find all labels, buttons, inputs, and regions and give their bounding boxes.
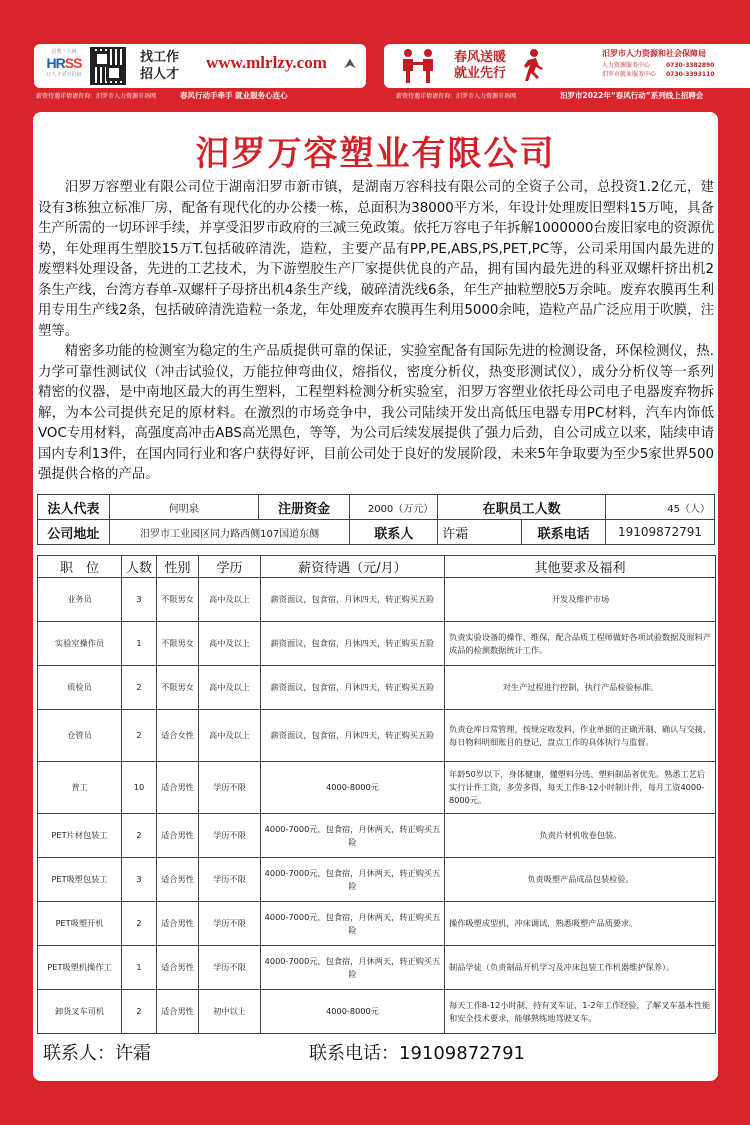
cursor-icon: ⮝ [344, 56, 356, 72]
job-education: 初中以上 [199, 990, 261, 1034]
logo-top-text: 招聘一人网 [51, 49, 77, 55]
contact-label: 联系人 [350, 520, 438, 545]
job-row [38, 902, 716, 946]
job-salary: 4000-8000元 [261, 990, 445, 1034]
legal-rep-label: 法人代表 [38, 495, 110, 520]
job-education: 高中及以上 [199, 666, 261, 710]
job-requirements: 操作吸塑成型机，冲床调试，熟悉吸塑产品质要求。 [445, 902, 716, 946]
job-position: PET吸塑开机 [38, 902, 122, 946]
job-requirements: 对生产过程进行控制，执行产品检验标准。 [445, 666, 716, 710]
job-count: 3 [122, 858, 157, 902]
job-row [38, 762, 716, 814]
job-gender: 不限男女 [157, 666, 199, 710]
staff-label: 在职员工人数 [438, 495, 606, 520]
contact-line [602, 62, 714, 71]
contact-name: 汨罗市就业服务中心 [602, 70, 657, 78]
jobs-table [37, 555, 716, 1034]
job-row [38, 990, 716, 1034]
job-salary: 4000-7000元，包食宿，月休两天，转正购买五险 [261, 902, 445, 946]
col-education: 学历 [199, 556, 261, 578]
info-row [38, 495, 715, 520]
job-education: 高中及以上 [199, 710, 261, 762]
phone-value: 19109872791 [606, 520, 715, 545]
info-row [38, 520, 715, 545]
job-education: 学历不限 [199, 762, 261, 814]
job-education: 学历不限 [199, 946, 261, 990]
logo-mark-main: HR [46, 55, 65, 71]
logo-sub-text: 让人才更有价值 [46, 72, 82, 78]
job-gender: 适合男性 [157, 762, 199, 814]
job-gender: 适合男性 [157, 814, 199, 858]
job-row [38, 622, 716, 666]
job-gender: 适合女性 [157, 710, 199, 762]
header-tag-mid: 春风行动手牵手 就业服务心连心 [180, 91, 288, 100]
job-salary: 4000-8000元 [261, 762, 445, 814]
job-position: 仓管员 [38, 710, 122, 762]
job-row [38, 666, 716, 710]
logo-mark-accent: SS [64, 55, 82, 71]
contact-line [602, 71, 714, 80]
jobs-header-row [38, 556, 716, 578]
footer-contact-name: 联系人：许霜 [43, 1043, 151, 1064]
job-requirements: 年龄50岁以下，身体健康，懂塑料分选、塑料制品者优先。熟悉工艺后实行计件工资，多劳多得，每天工作8-12小时制计件，每月工资4000-8000元。 [445, 762, 716, 814]
footer-contact-phone: 联系电话：19109872791 [309, 1043, 525, 1064]
job-count: 2 [122, 666, 157, 710]
job-position: PET吸塑机操作工 [38, 946, 122, 990]
job-salary: 4000-7000元，包食宿，月休两天，转正购买五险 [261, 946, 445, 990]
job-position: PET吸塑包装工 [38, 858, 122, 902]
job-count: 3 [122, 578, 157, 622]
job-gender: 适合男性 [157, 990, 199, 1034]
job-education: 学历不限 [199, 858, 261, 902]
job-count: 1 [122, 946, 157, 990]
job-count: 2 [122, 902, 157, 946]
phone-label: 联系电话 [522, 520, 606, 545]
job-row [38, 814, 716, 858]
job-position: PET片材包装工 [38, 814, 122, 858]
qr-code-icon [90, 47, 126, 85]
job-salary: 4000-7000元，包食宿，月休两天，转正购买五险 [261, 858, 445, 902]
job-row [38, 710, 716, 762]
job-gender: 适合男性 [157, 902, 199, 946]
contact-name: 人力资源服务中心 [602, 62, 651, 69]
job-count: 2 [122, 990, 157, 1034]
spring-slogan [454, 50, 506, 82]
job-position: 卸货叉车司机 [38, 990, 122, 1034]
header-tag-right-1: 薪资待遇详情请咨询：汨罗市人力资源市场网 [396, 93, 517, 100]
contact-phone: 0730-3393110 [666, 70, 715, 78]
contact-value: 许霜 [438, 520, 522, 545]
job-gender: 不限男女 [157, 622, 199, 666]
job-requirements: 开发及维护市场 [445, 578, 716, 622]
job-salary: 薪资面议，包食宿，月休四天，转正购买五险 [261, 622, 445, 666]
job-position: 质检员 [38, 666, 122, 710]
job-requirements: 负责片材机收卷包装。 [445, 814, 716, 858]
job-education: 高中及以上 [199, 622, 261, 666]
bureau-contacts [602, 62, 714, 79]
find-job-line-1: 找工作 [140, 50, 180, 65]
job-requirements: 每天工作8-12小时制，持有叉车证，1-2年工作经验，了解叉车基本性能和安全技术要求，能够熟练地驾驶叉车。 [445, 990, 716, 1034]
find-job-line-2: 招人才 [140, 67, 180, 82]
job-gender: 适合男性 [157, 946, 199, 990]
col-count: 人数 [122, 556, 157, 578]
header-left-panel [34, 44, 366, 88]
job-salary: 薪资面议，包食宿，月休四天，转正购买五险 [261, 666, 445, 710]
job-gender: 适合男性 [157, 858, 199, 902]
header-right-panel [384, 44, 750, 88]
logo-mark [42, 55, 86, 71]
job-salary: 薪资面议，包食宿，月休四天，转正购买五险 [261, 578, 445, 622]
capital-label: 注册资金 [258, 495, 350, 520]
handshake-people-icon [398, 48, 438, 84]
job-salary: 4000-7000元，包食宿，月休两天，转正购买五险 [261, 814, 445, 858]
job-count: 10 [122, 762, 157, 814]
job-position: 业务员 [38, 578, 122, 622]
legal-rep-value: 何明泉 [109, 495, 258, 520]
intro-paragraph: 汨罗万容塑业有限公司位于湖南汨罗市新市镇，是湖南万容科技有限公司的全资子公司，总投资1.2亿元，建设有3栋独立标准厂房，配备有现代化的办公楼一栋，总面积为38000平方米，年设计处理废旧塑料15万吨，具备生产所需的一切环评手续，并享受汨罗市政府的三减三免政策。依托万容电子年拆解1000000台废旧家电的资源优势，年处理再生塑胶15万T.包括破碎清洗，造粒，主要产品有PP,PE,ABS,PS,PET,PC等，公司采用国内最先进的废塑料处理设备，先进的工艺技术，为下游塑胶生产厂家提供优良的产品，拥有国内最先进的科亚双螺杆挤出机2条生产线，台湾方春单-双螺杆子母挤出机4条生产线，破碎清洗线6条，年生产抽粒塑胶5万余吨。废弃农膜再生利用专用生产线2条，包括破碎清洗造粒一条龙，年处理废弃农膜再生利用5000余吨，造粒产品广泛应用于吹膜，注塑等。 [38, 180, 714, 339]
company-intro [38, 178, 714, 486]
job-count: 1 [122, 622, 157, 666]
job-position: 实验室操作员 [38, 622, 122, 666]
job-salary: 薪资面议，包食宿，月休四天，转正购买五险 [261, 710, 445, 762]
hrss-logo [42, 48, 86, 84]
running-person-icon [520, 48, 544, 84]
staff-value: 45（人） [606, 495, 715, 520]
address-label: 公司地址 [38, 520, 110, 545]
job-education: 高中及以上 [199, 578, 261, 622]
header-banner [0, 40, 750, 102]
find-job-slogan [140, 49, 179, 83]
job-requirements: 负责仓库日常管理，按规定收发料，作业单据的正确开制、确认与交接，每日物料明细账目的登记，盘点工作的具体执行与监督。 [445, 710, 716, 762]
company-title: 汨罗万容塑业有限公司 [195, 134, 556, 174]
spring-line-1: 春风送暖 [454, 50, 507, 65]
job-position: 普工 [38, 762, 122, 814]
header-tag-right-2: 汨罗市2022年“春风行动”系列线上招聘会 [560, 91, 704, 100]
job-row [38, 578, 716, 622]
col-salary: 薪资待遇（元/月） [261, 556, 445, 578]
job-count: 2 [122, 710, 157, 762]
job-requirements: 负责吸塑产品成品包装检验。 [445, 858, 716, 902]
job-education: 学历不限 [199, 814, 261, 858]
job-count: 2 [122, 814, 157, 858]
company-info-table [37, 494, 715, 545]
header-tag-left: 薪资待遇详情请咨询：汨罗市人力资源市场网 [36, 93, 157, 100]
job-education: 学历不限 [199, 902, 261, 946]
job-requirements: 制品学徒（负责制品开机学习及冲床包装工作机器维护保养）。 [445, 946, 716, 990]
site-url[interactable]: www.mlrlzy.com [206, 53, 327, 72]
bureau-name: 汨罗市人力资源和社会保障局 [602, 49, 706, 58]
col-position: 职 位 [38, 556, 122, 578]
job-row [38, 946, 716, 990]
job-card [33, 112, 718, 1081]
job-gender: 不限男女 [157, 578, 199, 622]
col-gender: 性别 [157, 556, 199, 578]
job-requirements: 负责实验设备的操作、维保，配合品质工程师做好各项试验数据及原料产成品的检测数据统计工作。 [445, 622, 716, 666]
contact-phone: 0730-3382890 [666, 62, 715, 69]
spring-line-2: 就业先行 [454, 66, 507, 81]
col-requirements: 其他要求及福利 [445, 556, 716, 578]
address-value: 汨罗市工业园区同力路西侧107国道东侧 [109, 520, 350, 545]
job-row [38, 858, 716, 902]
intro-paragraph: 精密多功能的检测室为稳定的生产品质提供可靠的保证，实验室配备有国际先进的检测设备，环保检测仪，热.力学可靠性测试仪（冲击试验仪，万能拉伸弯曲仪，熔指仪，密度分析仪，热变形测试仪），成分分析仪等一系列精密的仪器，是中南地区最大的再生塑料，工程塑料检测分析实验室，汨罗万容塑业依托母公司电子电器废弃物拆解，为本公司提供充足的原材料。在激烈的市场竞争中，我公司陆续开发出高低压电器专用PC材料，汽车内饰低VOC专用材料，高强度高冲击ABS高光黑色，等等，为公司后续发展提供了强力后劲，自公司成立以来，陆续申请国内专利13件，在国内同行业和客户获得好评，目前公司处于良好的发展阶段，未来5年争取要为至少5家世界500强提供合格的产品。 [38, 344, 714, 482]
capital-value: 2000（万元） [350, 495, 438, 520]
